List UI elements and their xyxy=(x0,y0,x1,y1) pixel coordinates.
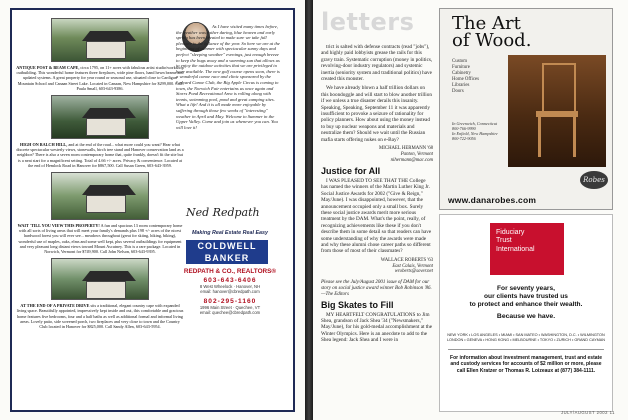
divider xyxy=(448,349,604,350)
office-1-phone: 603-643-6406 xyxy=(203,277,257,284)
page-folio: JULY/AUGUST 2002 11 xyxy=(561,410,615,415)
trust-cities xyxy=(446,333,606,343)
right-page xyxy=(313,0,628,420)
letter-paragraph: We have already blown a half trillion dollars on this boondoggle and will start to blow another trillion if we unless a true disaster derails this insanity. Speaking, Speaking, September 11 it was apparently insufficient to provoke a seizure of rationality for policy planners. How about using the money instead to buy up nuclear weapons and materials and neutralize them? Should we wait until the Russian mafia starts offering nukes on e-Bay? xyxy=(321,85,432,143)
headline-line: our clients have trusted us xyxy=(484,293,568,300)
signature-place: East Calais, Vermont xyxy=(392,263,433,269)
editor-note-text: Please see the July/August 2001 issue of DAM for our story on social justice award winner Bob Robinson '86. xyxy=(321,280,432,292)
wood-title-line-2: of Wood. xyxy=(452,30,532,51)
signature-name: MICHAEL HERMANN '68 xyxy=(379,146,433,152)
listing-photo-2 xyxy=(51,95,149,139)
listing-3-lead: WAIT 'TILL YOU VIEW THIS PROPERTY! xyxy=(17,223,100,229)
cities-line: LONDON • GENEVA • HONG KONG • MELBOURNE • TOKYO • ZURICH • GRAND CAYMAN xyxy=(446,338,606,342)
listing-3 xyxy=(16,223,184,254)
signature-email: wroberts@sover.net xyxy=(394,269,433,275)
office-2-email: email: quechee@cbredpath.com xyxy=(199,310,261,315)
chair-leg xyxy=(538,117,541,157)
listing-4-lead: AT THE END OF A PRIVATE DRIVE xyxy=(20,303,90,309)
wood-service-item: Furniture xyxy=(452,65,470,70)
wood-service-item: Cabinetry xyxy=(452,71,471,76)
listing-3-body: A fun and spacious 13 room contemporary home with all sorts of living areas that will meet your family's demands plus 198 +/- acres of the nicest hardwood forest you will ever see... meadows throughout (great for skiing, hiking, biking), wonderful use of maples, oaks, elms and some well kept, plus several outbuildings for equipment and very pleasant long distant views toward Mount Ascutney. This is a rare package. Located in Norwich, Vermont for $749,900. Call John Nelson, 603-643-9395. xyxy=(18,223,183,255)
signature-email: nihermann@mac.com xyxy=(390,157,433,163)
chair-seat xyxy=(536,111,578,117)
listing-1-lead: ANTIQUE POST & BEAM CAPE, xyxy=(16,65,80,70)
signature-place: Panton, Vermont xyxy=(400,151,433,157)
location-line: In Enfield, New Hampshire xyxy=(452,131,498,136)
listing-2 xyxy=(16,142,184,168)
wood-service-item: Libraries xyxy=(452,83,470,88)
coldwell-banker-logo xyxy=(186,240,268,264)
section-title: Justice for All xyxy=(321,166,381,177)
headline-line: to protect and enhance their wealth. xyxy=(469,301,583,308)
brand-name: COLDWELL BANKER xyxy=(197,241,257,263)
listing-4 xyxy=(16,303,184,329)
logo-line: Trust xyxy=(496,237,512,245)
office-contact xyxy=(178,268,282,315)
chair-photo xyxy=(508,55,606,167)
trust-headline xyxy=(450,285,602,321)
listing-photo-3 xyxy=(51,172,149,220)
editor-note xyxy=(321,280,433,298)
letter-paragraph: I WAS PLEASED TO SEE THAT THE College has named the winners of the Martin Luther King Jr. Social Justice Awards for 2002 ("Give & Reign," May/June). I was disappointed, however, that the announcement occupied only a small box. Surely these social justice awards merit more serious treatment by the DAM. What's the point, really, of recognizing achievements like these if you don't describe them in some detail so that readers can have some understanding of why the awards were made and why these alumni chose career paths so different from those of most of their classmates? xyxy=(321,177,432,255)
wood-service-item: Home Offices xyxy=(452,77,479,82)
fiduciary-trust-logo xyxy=(490,223,564,275)
chair-back xyxy=(542,63,576,111)
office-2-address: 1996 Main Street · Quechee, VT xyxy=(199,305,261,310)
agent-signature: Ned Redpath xyxy=(186,206,260,219)
office-2-phone: 802-295-1160 xyxy=(203,298,257,305)
office-1-address: 8 West Wheelock · Hanover, NH xyxy=(199,284,261,289)
listing-1-body: circa 1795, on 11+ acres with fabulous artist studio/workshop outbuilding. This wonderful home features three fireplaces, wide pine floors, hand hewn beams and updated systems. A great property for year round or seasonal use, situated close to Cardigan Mountain School and Canaan Street Lake. Located in Canaan, New Hampshire for $299,000. Call Paula Small, 603-643-9386. xyxy=(16,65,184,91)
listing-2-lead: HIGH ON BALCH HILL, xyxy=(20,142,68,148)
robes-logo: Robes xyxy=(580,171,608,189)
listing-photo-1 xyxy=(51,18,149,62)
listing-photo-4 xyxy=(51,258,149,300)
wood-ad-title xyxy=(452,15,531,49)
office-name: REDPATH & CO., REALTORS® xyxy=(183,268,277,275)
headline-tagline: Because we have. xyxy=(496,313,556,320)
left-page xyxy=(0,0,305,420)
wood-services-list xyxy=(452,59,479,95)
art-of-wood-ad xyxy=(439,8,613,210)
listing-1 xyxy=(16,65,184,91)
wood-service-item: Custom xyxy=(452,59,467,64)
page-gutter xyxy=(305,0,313,420)
listing-2-body: and at the end of the road... what more could you want? Hear what discrete spectacular westerly views, stonewalls, birch tree stand and Hanover conservation land as a neighbor? There is also a seven room contemporary home that, quite frankly, doesn't fit the site but is a neat start for a magnificent setting. Total of 4.66 +/- acres. Privacy & convenience. Located at the end of Hemlock Road in Hanover for $867,500. Call Susan Green, 603-643-3959. xyxy=(16,142,184,168)
location-line: In Greenwich, Connecticut xyxy=(452,121,498,126)
listing-4-body: sits a traditional, elegant country cape with expanded living space. Beautifully appointed, impressively kept inside and out, this comfortable and gracious home features five bedrooms, four and a half baths as well as additional formal and informal living areas. Lovely patio, side screened porch, two fireplaces and very close to town and the Country Club located in Hanover for $825,000. Call Sandy Allen, 603-643-5954. xyxy=(16,303,184,330)
signature-name: WALLACE ROBERTS '63 xyxy=(380,257,433,263)
trust-footer: For information about investment management, trust and estate and custody services for accounts of $2 million or more, please call Ellen Kratzer or Thomas R. Loizeaux at (877) 384-1111. xyxy=(450,355,602,374)
letter-paragraph: trict is salted with defense contracts (read "jobs"), and highly paid lobbyists grease the rails for this gravy train. Systematic corruption (money in politics, revolving-door industry regulators) and systemic inertia (seniority system and traditional politics) have created this monster. xyxy=(321,44,433,83)
letter-signature xyxy=(321,258,433,275)
location-line: 800-766-9990 xyxy=(452,126,476,131)
location-line: 800-722-9056 xyxy=(452,136,476,141)
wood-title-line-1: The Art xyxy=(452,13,521,34)
letter-paragraph: MY HEARTFELT CONGRATULATIONS to Jim Shea, grandson of Jack Shea '34 ("Newsmakers," May/June), for his gold-medal accomplishment at the Winter Olympics. Here is an anecdote to add to the Shea legend: Jack Shea and I were in xyxy=(321,311,433,344)
logo-line: Fiduciary xyxy=(496,229,525,236)
ad-tagline: Making Real Estate Real Easy xyxy=(191,230,269,236)
logo-line: International xyxy=(496,245,535,253)
wood-service-item: Doors xyxy=(452,89,464,94)
listings-column xyxy=(16,14,184,329)
headline-line: For seventy years, xyxy=(497,285,555,292)
wood-ad-url[interactable]: www.danarobes.com xyxy=(448,195,537,205)
agent-letter: As I have visited many times before, the weather was rather daring, blue heaven and early spring has been created to make sure we take full pleasure in the balance of the year. So here we are at the beginning of summer with spectacular sunny days and perfect "sleeping weather" evenings, just enough breeze to keep the bugs away and a warming sun that allows us to enjoy the outdoor activities that we are privileged to have available. The new golf course opens soon, there is a wonderful canoe race and clinic sponsored by the Ledyard Canoe Club, the Big Apple Circus is coming to town, the Norwich Fair entertains us once again and Storrs Pond Recreational Area is rolling along with tennis, swimming pool, pond and great camping sites. What a life! And it is all made more enjoyable by suffering through those few weeks of "interesting" weather in April and May. Welcome to Summer in the Upper Valley. Come and join us whenever you can. You will love it! xyxy=(176,24,280,130)
chair-leg xyxy=(573,117,576,157)
office-1-email: email: hanover@cbredpath.com xyxy=(200,289,260,294)
fiduciary-trust-ad xyxy=(439,214,613,412)
section-title: Big Skates to Fill xyxy=(321,300,394,311)
letter-signature xyxy=(321,146,433,163)
cities-line: NEW YORK • LOS ANGELES • MIAMI • SAN MATEO • WASHINGTON, D.C. • WILMINGTON xyxy=(447,333,605,337)
letters-column xyxy=(321,44,433,347)
editor-note-sign: —The Editors xyxy=(321,292,349,298)
wood-locations xyxy=(452,121,498,141)
letters-heading: letters xyxy=(321,8,415,36)
